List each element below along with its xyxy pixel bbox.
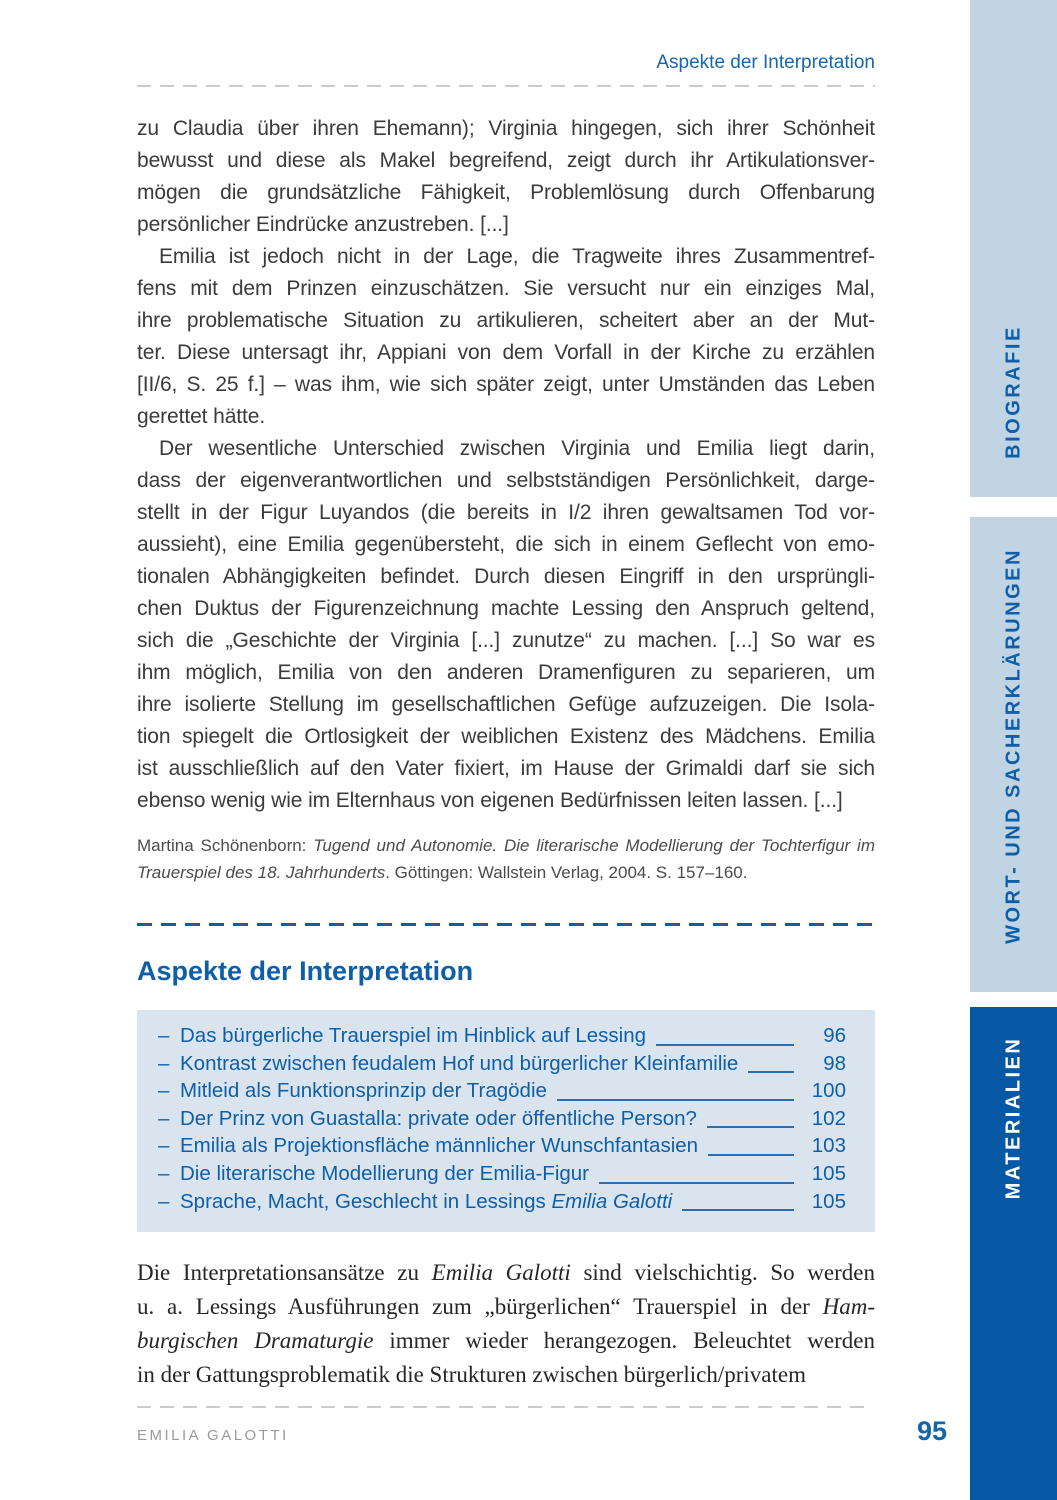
text-segment: Mitleid als Funktionsprinzip der Tragödie — [180, 1079, 547, 1103]
toc-label — [180, 1190, 672, 1214]
footer-page-number: 95 — [916, 1416, 947, 1446]
toc-leader-line — [599, 1182, 794, 1184]
text-line: sich die „Geschichte der Virginia [...] zunutze“ zu machen. [...] So war es — [137, 629, 875, 652]
toc-item — [158, 1190, 846, 1218]
text-line: tion spiegelt die Ortlosigkeit der weiblichen Existenz des Mädchens. Emilia — [137, 725, 875, 748]
toc-page-number: 103 — [811, 1134, 846, 1158]
toc-bullet: – — [158, 1161, 170, 1185]
toc-item — [158, 1079, 846, 1107]
footer-divider — [137, 1406, 870, 1408]
section-heading: Aspekte der Interpretation — [137, 956, 474, 986]
toc-page-number: 98 — [823, 1051, 846, 1075]
citation — [137, 832, 875, 886]
text-line: bewusst und diese als Makel begreifend, zeigt durch ihr Artikulationsver- — [137, 149, 875, 172]
toc-leader-line — [748, 1071, 794, 1073]
toc-bullet: – — [158, 1079, 170, 1103]
footer — [137, 1416, 947, 1447]
text-line: zu Claudia über ihren Ehemann); Virginia hingegen, sich ihrer Schönheit — [137, 117, 875, 140]
body-paragraph — [137, 1256, 875, 1392]
text-line — [137, 1290, 875, 1324]
toc-box — [137, 1010, 875, 1232]
toc-bullet: – — [158, 1189, 170, 1213]
text-segment: Der Prinz von Guastalla: private oder öffentliche Person? — [180, 1106, 697, 1130]
text-segment: burgischen Dramaturgie — [137, 1328, 374, 1354]
sidebar-tab-biografie — [970, 0, 1057, 497]
text-line: Der wesentliche Unterschied zwischen Virginia und Emilia liegt darin, — [159, 437, 875, 460]
toc-label — [180, 1162, 589, 1186]
toc-item — [158, 1162, 846, 1190]
citation-line — [137, 832, 875, 859]
text-line: ihm möglich, Emilia von den anderen Dramenfiguren zu separieren, um — [137, 661, 875, 684]
section-divider — [137, 923, 875, 926]
text-line — [137, 1324, 875, 1358]
toc-bullet: – — [158, 1024, 170, 1047]
toc-item — [158, 1107, 846, 1135]
text-segment: Martina Schönenborn: — [137, 836, 314, 855]
text-line: fens mit dem Prinzen einzuschätzen. Sie versucht nur ein einziges Mal, — [137, 277, 875, 300]
toc-page-number: 96 — [823, 1024, 846, 1047]
toc-leader-line — [557, 1099, 794, 1101]
text-segment: Die literarische Modellierung der Emilia-Figur — [180, 1161, 590, 1185]
text-segment: Das bürgerliche Trauerspiel im Hinblick auf Lessing — [180, 1024, 647, 1047]
text-segment: Trauerspiel des 18. Jahrhunderts — [137, 863, 386, 882]
text-segment: Ham- — [822, 1294, 875, 1320]
text-line: stellt in der Figur Luyandos (die bereits in I/2 ihren gewaltsamen Tod vor- — [137, 501, 875, 524]
toc-page-number: 102 — [811, 1106, 846, 1130]
text-line: ter. Diese untersagt ihr, Appiani von dem Vorfall in der Kirche zu erzählen — [137, 341, 875, 364]
toc-leader-line — [707, 1126, 794, 1128]
toc-page-number: 105 — [811, 1161, 846, 1185]
text-line: mögen die grundsätzliche Fähigkeit, Problemlösung durch Offenbarung — [137, 181, 875, 204]
text-segment: u. a. Lessings Ausführungen zum „bürgerlichen“ Trauerspiel in der — [137, 1294, 823, 1320]
toc-bullet: – — [158, 1134, 170, 1158]
sidebar-tab-materialien-label: MATERIALIEN — [1002, 1036, 1024, 1200]
toc-leader-line — [656, 1044, 794, 1046]
toc-leader-line — [682, 1209, 794, 1211]
footer-book-title: EMILIA GALOTTI — [137, 1427, 289, 1444]
text-segment: . Göttingen: Wallstein Verlag, 2004. S. 157–160. — [385, 863, 748, 882]
text-line: [II/6, S. 25 f.] – was ihm, wie sich später zeigt, unter Umständen das Leben — [137, 373, 875, 396]
quote-block — [137, 113, 875, 817]
text-segment: Die Interpretationsansätze zu — [137, 1260, 432, 1286]
text-segment: Emilia als Projektionsfläche männlicher Wunschfantasien — [180, 1134, 699, 1158]
toc-page-number: 100 — [811, 1079, 846, 1103]
text-line: gerettet hätte. — [137, 405, 266, 428]
quote-paragraph — [137, 241, 875, 433]
text-segment: in der Gattungsproblematik die Strukturen zwischen bürgerlich/privatem — [137, 1362, 806, 1388]
toc-item — [158, 1052, 846, 1080]
toc-item — [158, 1024, 846, 1052]
text-line — [137, 1256, 875, 1290]
quote-paragraph — [137, 433, 875, 817]
toc-label — [180, 1052, 738, 1076]
content-column — [137, 0, 875, 1392]
sidebar-tab-materialien — [970, 1007, 1057, 1500]
toc-bullet: – — [158, 1106, 170, 1130]
text-line: Emilia ist jedoch nicht in der Lage, die Tragweite ihres Zusammentref- — [159, 245, 875, 268]
running-head: Aspekte der Interpretation — [656, 52, 875, 73]
top-divider — [137, 85, 875, 87]
text-segment: sind vielschichtig. So werden — [570, 1260, 875, 1286]
sidebar-tab-biografie-label: BIOGRAFIE — [1002, 325, 1024, 459]
text-line: ebenso wenig wie im Elternhaus von eigenen Bedürfnissen leiten lassen. [...] — [137, 789, 843, 812]
quote-paragraph — [137, 113, 875, 241]
text-line: dass der eigenverantwortlichen und selbstständigen Persönlichkeit, darge- — [137, 469, 875, 492]
text-line — [137, 1358, 875, 1392]
text-segment: Tugend und Autonomie. Die literarische Modellierung der Tochterfigur im — [313, 836, 875, 855]
text-line: chen Duktus der Figurenzeichnung machte Lessing den Anspruch geltend, — [137, 597, 875, 620]
citation-line — [137, 859, 875, 886]
text-segment: Kontrast zwischen feudalem Hof und bürgerlicher Kleinfamilie — [180, 1051, 739, 1075]
text-segment: Sprache, Macht, Geschlecht in Lessings — [180, 1189, 552, 1213]
toc-label — [180, 1024, 646, 1048]
text-line: ihre problematische Situation zu artikulieren, scheitert aber an der Mut- — [137, 309, 875, 332]
text-line: aussieht), eine Emilia gegenübersteht, die sich in einem Geflecht von emo- — [137, 533, 875, 556]
text-line: ist ausschließlich auf den Vater fixiert, im Hause der Grimaldi darf sie sich — [137, 757, 875, 780]
toc-label — [180, 1107, 697, 1131]
toc-label — [180, 1134, 698, 1158]
sidebar-tab-wort-und-sacherklaerungen — [970, 517, 1057, 992]
text-line: ihre isolierte Stellung im gesellschaftlichen Gefüge aufzuzeigen. Die Isola- — [137, 693, 875, 716]
toc-leader-line — [708, 1154, 794, 1156]
toc-item — [158, 1134, 846, 1162]
toc-label — [180, 1079, 547, 1103]
toc-page-number: 105 — [811, 1189, 846, 1213]
sidebar-tab-wort-und-sacherklaerungen-label: WORT- UND SACHERKLÄRUNGEN — [1002, 548, 1024, 944]
text-line: tionalen Abhängigkeiten befindet. Durch diesen Eingriff in den ursprüngli- — [137, 565, 875, 588]
text-segment: Emilia Galotti — [551, 1189, 673, 1213]
toc-bullet: – — [158, 1051, 170, 1075]
text-line: persönlicher Eindrücke anzustreben. [...] — [137, 213, 509, 236]
text-segment: Emilia Galotti — [431, 1260, 571, 1286]
text-segment: immer wieder herangezogen. Beleuchtet werden — [373, 1328, 875, 1354]
